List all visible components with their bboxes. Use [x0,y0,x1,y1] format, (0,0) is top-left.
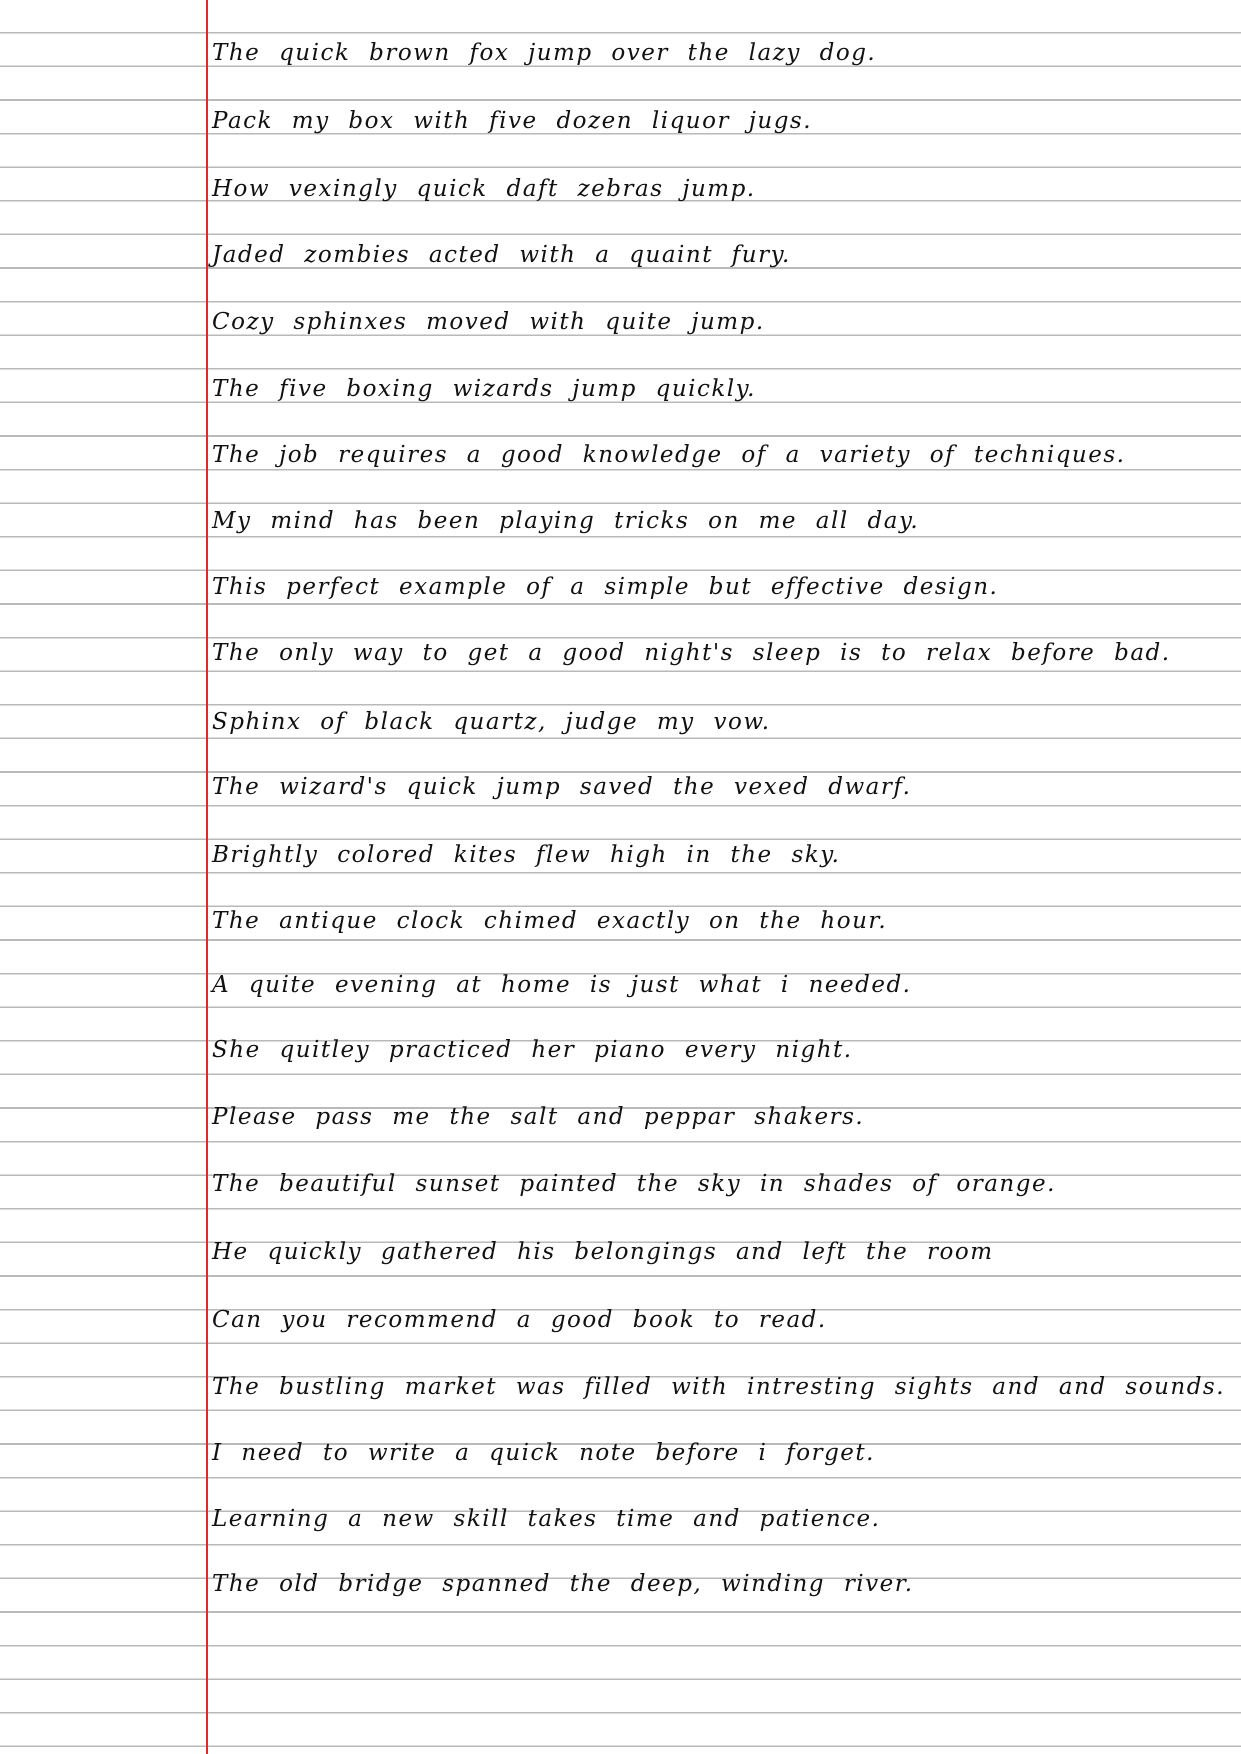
handwritten-line: I need to write a quick note before i forget. [212,1440,875,1466]
handwritten-line: He quickly gathered his belongings and left the room [212,1239,994,1265]
handwritten-line: The wizard's quick jump saved the vexed dwarf. [212,774,912,800]
handwritten-line: Cozy sphinxes moved with quite jump. [212,309,765,335]
handwritten-line: Can you recommend a good book to read. [212,1307,827,1333]
handwritten-line: Sphinx of black quartz, judge my vow. [212,709,771,735]
handwritten-line: The quick brown fox jump over the lazy dog. [212,40,877,66]
handwritten-line: Please pass me the salt and peppar shakers. [212,1104,865,1130]
handwritten-line: The five boxing wizards jump quickly. [212,376,756,402]
handwritten-text [212,0,1226,1754]
handwritten-line: How vexingly quick daft zebras jump. [212,176,756,202]
handwritten-line: The only way to get a good night's sleep is to relax before bad. [212,640,1171,666]
handwritten-line: Brightly colored kites flew high in the sky. [212,842,841,868]
margin-line [206,0,208,1754]
handwritten-line: She quitley practiced her piano every night. [212,1037,853,1063]
handwritten-line: The antique clock chimed exactly on the hour. [212,908,888,934]
handwritten-line: Learning a new skill takes time and patience. [212,1506,881,1532]
handwritten-line: The beautiful sunset painted the sky in shades of orange. [212,1171,1056,1197]
handwritten-line: Pack my box with five dozen liquor jugs. [212,108,813,134]
handwritten-line: Jaded zombies acted with a quaint fury. [212,242,791,268]
handwritten-line: This perfect example of a simple but effective design. [212,574,999,600]
handwritten-line: My mind has been playing tricks on me all day. [212,508,920,534]
handwritten-line: The bustling market was filled with intresting sights and and sounds. [212,1374,1226,1400]
handwritten-line: The job requires a good knowledge of a variety of techniques. [212,442,1126,468]
handwritten-line: A quite evening at home is just what i needed. [212,972,912,998]
handwritten-line: The old bridge spanned the deep, winding river. [212,1571,914,1597]
